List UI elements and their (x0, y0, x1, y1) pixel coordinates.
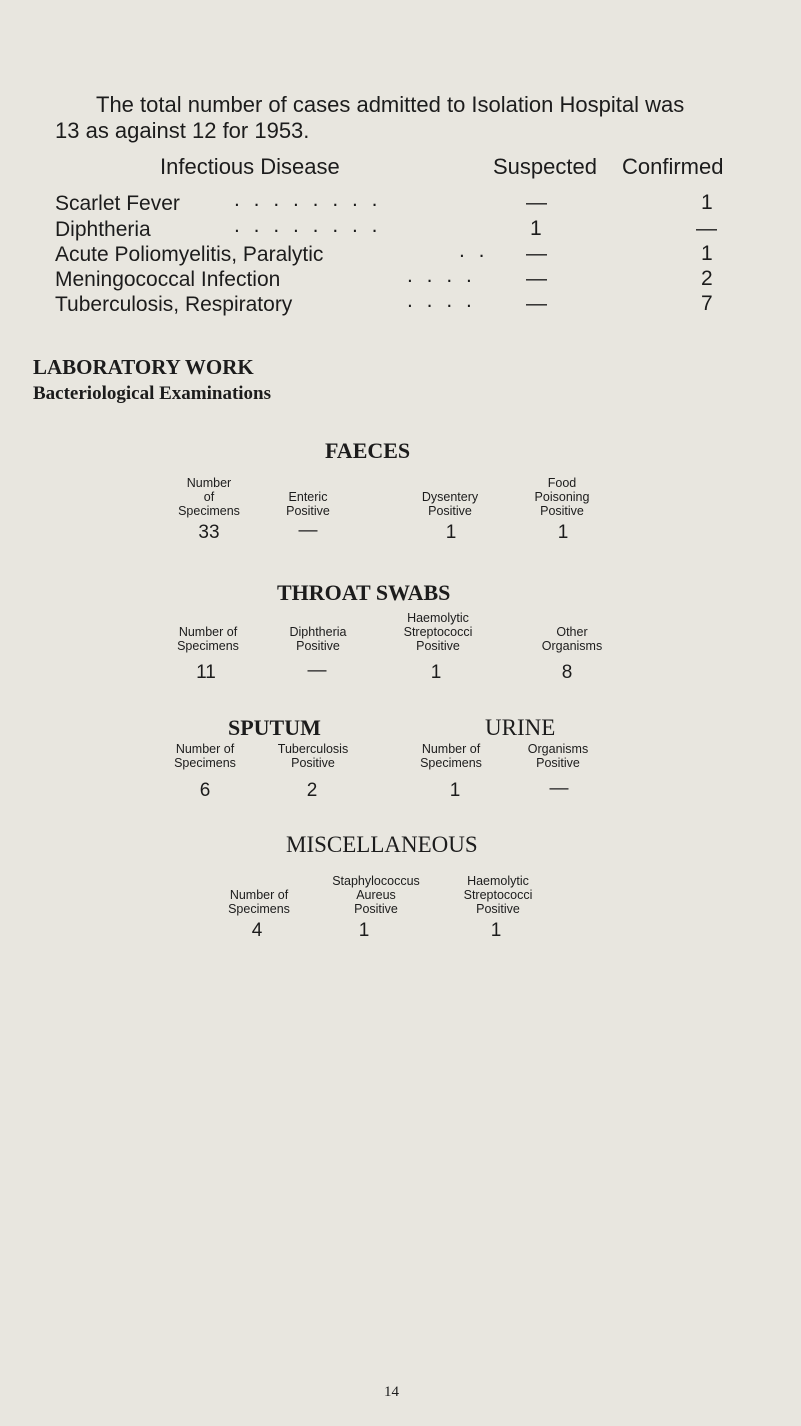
leader-dots: . . (459, 239, 489, 262)
suspected-value: — (526, 267, 547, 290)
misc-header-streptococci: Haemolytic Streptococci Positive (463, 874, 533, 916)
suspected-value: — (526, 191, 547, 214)
leader-dots: . . . . . . . . (234, 188, 382, 211)
leader-dots: . . . . . . . . (234, 214, 382, 237)
faeces-header-enteric: Enteric Positive (286, 490, 330, 518)
faeces-value-dysentery: 1 (445, 522, 457, 543)
disease-name: Diphtheria (55, 218, 151, 241)
throat-swabs-title: THROAT SWABS (277, 580, 451, 605)
disease-name: Scarlet Fever (55, 192, 180, 215)
faeces-header-specimens: Number of Specimens (178, 476, 240, 518)
throat-value-specimens: 11 (196, 662, 216, 683)
disease-name: Tuberculosis, Respiratory (55, 293, 293, 316)
suspected-value: — (526, 292, 547, 315)
leader-dots: . . . . (407, 289, 476, 312)
faeces-header-dysentery: Dysentery Positive (421, 490, 479, 518)
sputum-value-tuberculosis: 2 (306, 780, 318, 801)
suspected-value: 1 (530, 217, 542, 240)
intro-line-1: The total number of cases admitted to Isolation Hospital was (96, 92, 685, 117)
urine-header-specimens: Number of Specimens (420, 742, 482, 770)
throat-value-streptococci: 1 (430, 662, 442, 683)
confirmed-value: 1 (701, 191, 713, 214)
confirmed-value: — (696, 217, 717, 240)
lab-work-title: LABORATORY WORK (33, 355, 254, 379)
faeces-value-food: 1 (557, 522, 569, 543)
throat-value-other: 8 (561, 662, 573, 683)
sputum-header-tuberculosis: Tuberculosis Positive (277, 742, 349, 770)
bacteriological-subtitle: Bacteriological Examinations (33, 383, 272, 404)
throat-header-streptococci: Haemolytic Streptococci Positive (403, 611, 473, 653)
misc-value-specimens: 4 (251, 920, 263, 941)
misc-value-streptococci: 1 (490, 920, 502, 941)
intro-line-2: 13 as against 12 for 1953. (55, 118, 310, 143)
leader-dots: . . . . (407, 264, 476, 287)
header-suspected: Suspected (493, 154, 597, 179)
faeces-value-specimens: 33 (198, 522, 220, 543)
sputum-title: SPUTUM (228, 715, 321, 740)
misc-header-staphylococcus: Staphylococcus Aureus Positive (332, 874, 420, 916)
misc-value-staphylococcus: 1 (358, 920, 370, 941)
faeces-value-enteric: — (298, 520, 318, 541)
page-number: 14 (384, 1384, 399, 1400)
urine-header-organisms: Organisms Positive (527, 742, 589, 770)
faeces-header-food: Food Poisoning Positive (534, 476, 590, 518)
confirmed-value: 7 (701, 292, 713, 315)
throat-value-diphtheria: — (307, 660, 327, 681)
disease-name: Meningococcal Infection (55, 268, 281, 291)
throat-header-other: Other Organisms (541, 625, 603, 653)
confirmed-value: 2 (701, 267, 713, 290)
header-infectious-disease: Infectious Disease (160, 154, 340, 179)
miscellaneous-title: MISCELLANEOUS (286, 832, 478, 857)
sputum-value-specimens: 6 (199, 780, 211, 801)
throat-header-diphtheria: Diphtheria Positive (289, 625, 347, 653)
sputum-header-specimens: Number of Specimens (174, 742, 236, 770)
suspected-value: — (526, 242, 547, 265)
disease-name: Acute Poliomyelitis, Paralytic (55, 243, 324, 266)
urine-title: URINE (485, 715, 556, 740)
header-confirmed: Confirmed (622, 154, 724, 179)
misc-header-specimens: Number of Specimens (228, 888, 290, 916)
faeces-title: FAECES (325, 438, 411, 463)
urine-value-organisms: — (549, 778, 569, 799)
confirmed-value: 1 (701, 242, 713, 265)
throat-header-specimens: Number of Specimens (177, 625, 239, 653)
urine-value-specimens: 1 (449, 780, 461, 801)
